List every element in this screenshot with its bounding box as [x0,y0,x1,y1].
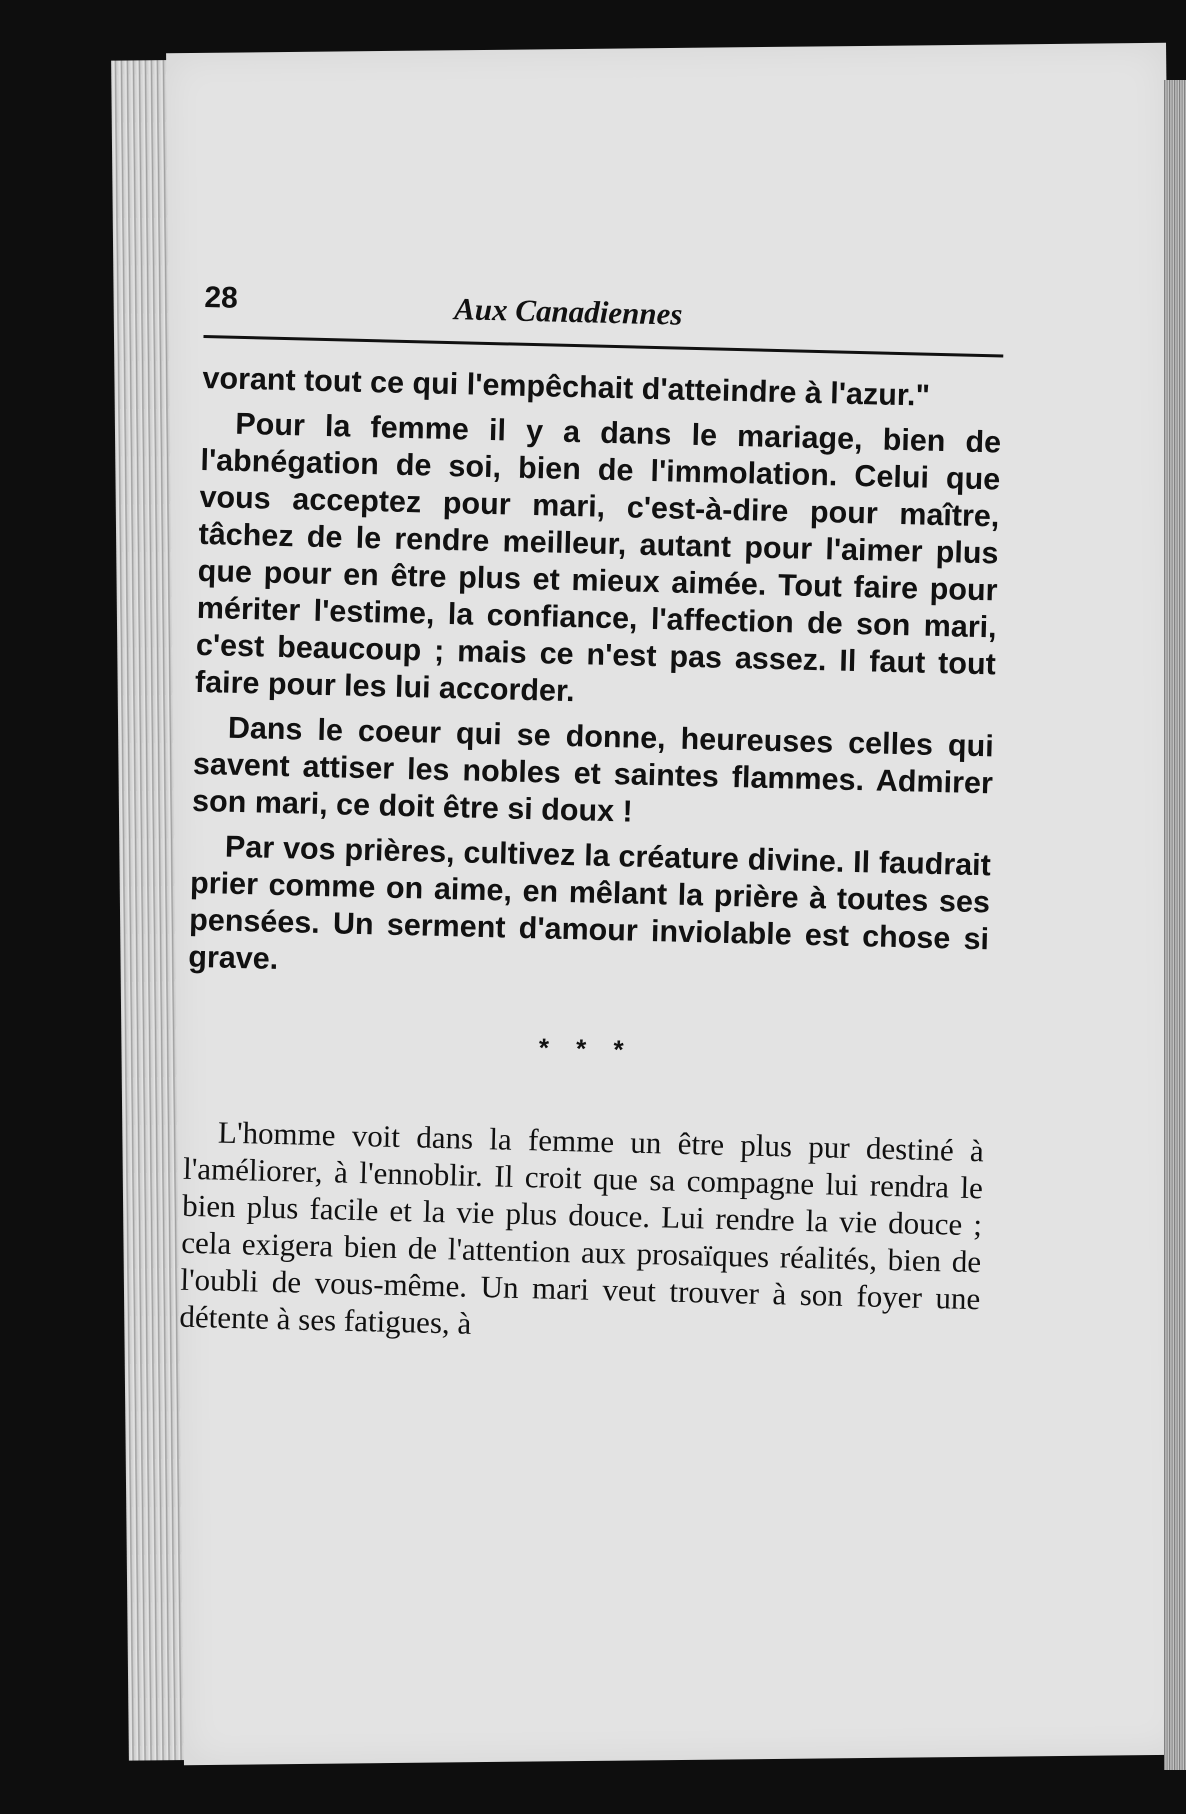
book-spine-edge [1164,80,1186,1770]
section-separator: * * * [538,1032,634,1065]
page-number: 28 [204,280,239,315]
paragraph: L'homme voit dans la femme un être plus pur destiné à l'améliorer, à l'ennoblir. Il croit que sa compagne lui rendra le bien plus facile et la vie plus douce. Lui rendre la vie douce ; cela exigera bien de l'attention aux prosaïques réalités, bien de l'oubli de vous-même. Un mari veut trouver à son foyer une détente à ses fatigues, à [179,1114,985,1341]
paragraph: vorant tout ce qui l'empêchait d'atteindre à l'azur." [202,360,931,413]
paragraph: Pour la femme il y a dans le mariage, bien de l'abnégation de soi, bien de l'immolation. Celui que vous acceptez pour mari, c'est-à-dire pour maître, tâchez de le rendre meilleur, autant pour l'aimer plus que pour en être plus et mieux aimée. Tout faire pour mériter l'estime, la confiance, l'affection de son mari, c'est beaucoup ; mais ce n'est pas assez. Il faut tout faire pour les lui accorder. [194,406,1002,709]
paragraph: Dans le coeur qui se donne, heureuses celles qui savent attiser les nobles et saintes flammes. Admirer son mari, ce doit être si doux ! [191,710,995,829]
text-section-1 [188,360,1003,995]
page-content [179,275,1005,1354]
paragraph: Par vos prières, cultivez la créature divine. Il faudrait prier comme on aime, en mêlant la prière à toutes ses pensées. Un serment d'amour inviolable est chose si grave. [187,829,992,976]
running-title: Aux Canadiennes [453,291,683,332]
text-section-2 [179,1113,984,1354]
